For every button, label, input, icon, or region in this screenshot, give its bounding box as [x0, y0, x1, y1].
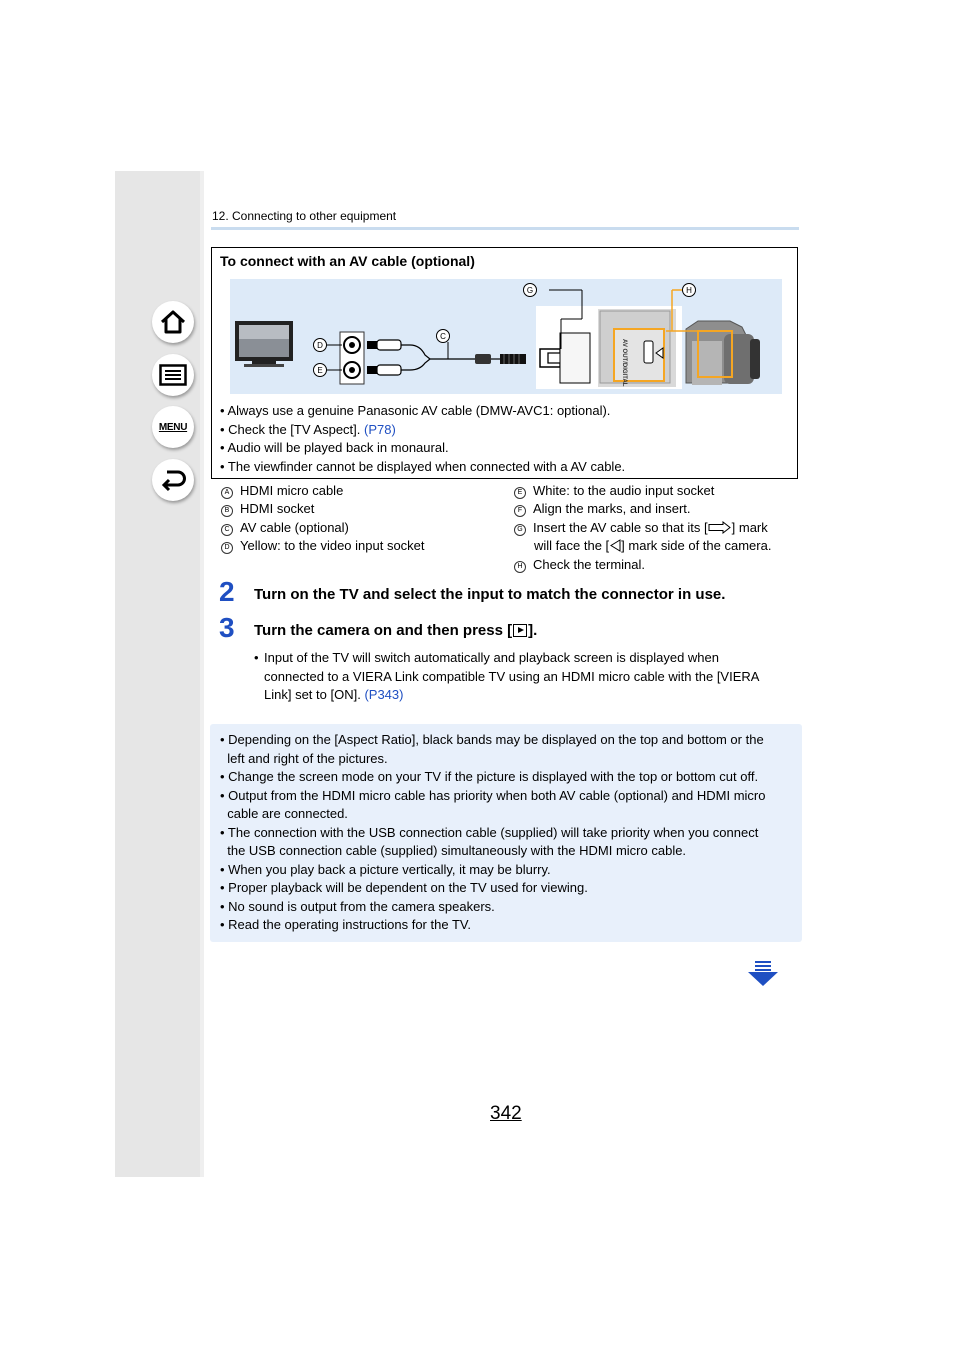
step-2-number: 2 — [219, 576, 235, 607]
av-bullet-3: • Audio will be played back in monaural. — [220, 440, 449, 455]
rca-socket-panel — [340, 332, 364, 384]
page-number: 342 — [490, 1103, 522, 1124]
p343-link[interactable]: (P343) — [364, 687, 404, 702]
legend-item-b: B HDMI socket — [221, 501, 314, 517]
av-bullet-1: • Always use a genuine Panasonic AV cable (DMW-AVC1: optional). — [220, 403, 611, 418]
triangle-mark-icon — [609, 538, 621, 553]
note-line: • Read the operating instructions for the TV. — [220, 917, 471, 932]
av-box-title: To connect with an AV cable (optional) — [220, 253, 475, 269]
av-cable-box — [211, 247, 798, 479]
legend-item-a: A HDMI micro cable — [221, 483, 343, 499]
note-line: the USB connection cable (supplied) simultaneously with the HDMI micro cable. — [220, 843, 687, 858]
home-icon — [159, 309, 187, 335]
svg-text:E: E — [317, 366, 323, 375]
step-3-number: 3 — [219, 612, 235, 643]
legend-item-c: C AV cable (optional) — [221, 520, 349, 536]
arrow-mark-icon — [708, 520, 732, 535]
home-button[interactable] — [152, 301, 194, 343]
legend-item-d: D Yellow: to the video input socket — [221, 538, 425, 554]
marker-g — [524, 284, 537, 297]
step3-note-line-1: Input of the TV will switch automatically and playback screen is displayed when — [264, 650, 719, 665]
note-line: cable are connected. — [220, 806, 348, 821]
svg-text:D: D — [317, 341, 323, 350]
connection-diagram — [230, 279, 782, 394]
marker-d — [314, 339, 327, 352]
step3-note-bullet: • — [254, 650, 259, 665]
camera-panel — [536, 306, 682, 389]
back-button[interactable] — [152, 459, 194, 501]
legend-item-h: H Check the terminal. — [514, 557, 645, 573]
av-bullet-4: • The viewfinder cannot be displayed when connected with a AV cable. — [220, 459, 626, 474]
note-line: • Output from the HDMI micro cable has priority when both AV cable (optional) and HDMI micro — [220, 788, 766, 803]
svg-text:C: C — [440, 332, 446, 341]
svg-text:G: G — [526, 286, 534, 295]
menu-button[interactable] — [152, 406, 194, 448]
marker-c — [437, 330, 450, 343]
legend-item-e: E White: to the audio input socket — [514, 483, 714, 499]
contents-button[interactable] — [152, 354, 194, 396]
step3-note-line-3: Link] set to [ON]. (P343) — [264, 687, 404, 702]
legend-item-g-cont: will face the [ ] mark side of the camera. — [534, 538, 772, 553]
note-line: • Change the screen mode on your TV if the picture is displayed with the top or bottom cut off. — [220, 769, 759, 784]
note-line: left and right of the pictures. — [220, 751, 388, 766]
step-3-text: Turn the camera on and then press [ ]. — [254, 622, 538, 639]
notes-box — [210, 724, 802, 942]
next-page-button[interactable] — [746, 961, 780, 992]
svg-text:AV OUT/DIGITAL: AV OUT/DIGITAL — [621, 339, 627, 387]
p78-link[interactable]: (P78) — [364, 422, 396, 437]
chapter-header: 12. Connecting to other equipment — [212, 209, 397, 223]
menu-icon: MENU — [158, 421, 188, 433]
tv-icon — [235, 321, 293, 367]
header-rule — [211, 227, 799, 230]
note-line: • Depending on the [Aspect Ratio], black bands may be displayed on the top and bottom or the — [220, 732, 764, 747]
note-line: • No sound is output from the camera speakers. — [220, 899, 495, 914]
step3-note-line-2: connected to a VIERA Link compatible TV using an HDMI micro cable with the [VIERA — [264, 669, 760, 684]
note-line: • The connection with the USB connection cable (supplied) will take priority when you connect — [220, 825, 759, 840]
back-icon — [159, 468, 187, 492]
connection-diagram-art — [230, 279, 782, 394]
rca-plugs — [367, 340, 526, 375]
sidebar-edge — [200, 171, 204, 1177]
marker-e — [314, 364, 327, 377]
note-line: • Proper playback will be dependent on the TV used for viewing. — [220, 880, 588, 895]
step-2-text: Turn on the TV and select the input to match the connector in use. — [254, 586, 726, 603]
legend-item-g: G Insert the AV cable so that its [ ] mark — [514, 520, 768, 536]
down-arrow-icon — [746, 974, 780, 991]
svg-text:H: H — [686, 286, 692, 295]
contents-list-icon — [159, 364, 187, 386]
legend-item-f: F Align the marks, and insert. — [514, 501, 691, 517]
av-bullet-2: • Check the [TV Aspect]. (P78) — [220, 422, 396, 437]
playback-icon — [513, 624, 527, 637]
marker-h — [683, 284, 696, 297]
note-line: • When you play back a picture vertically, it may be blurry. — [220, 862, 551, 877]
